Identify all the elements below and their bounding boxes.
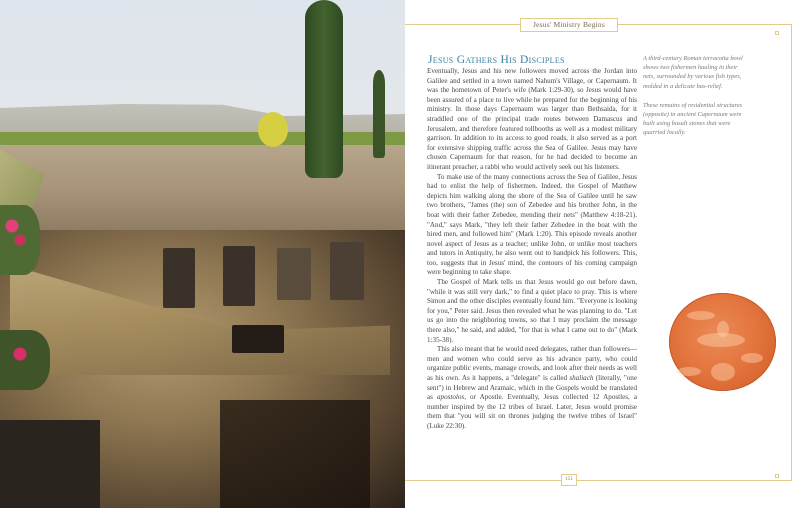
frame-rule-bottom — [405, 480, 778, 481]
ruins-background — [0, 145, 405, 235]
paragraph: The Gospel of Mark tells us that Jesus would go out before dawn, "while it was still very dark," to find a quiet place to pray. This is where Simon and the other disciples eventually found him. "Everyone is looking for you," Peter said. Jesus then revealed what he was planning to do. "Let us go into the neighboring towns, so that I may proclaim the message there also," he said, and added, "for that is what I came out to do" (Mark 1:35-38). — [427, 278, 637, 344]
frame-corner-knot — [775, 31, 779, 35]
paragraph — [427, 345, 637, 431]
running-head: Jesus' Ministry Begins — [520, 18, 618, 32]
section-title: Jesus Gathers His Disciples — [428, 54, 565, 66]
basalt-pillar — [163, 248, 195, 308]
fish-relief — [741, 353, 763, 363]
basalt-block — [232, 325, 284, 353]
text-page — [405, 0, 810, 508]
cypress-tree — [305, 0, 343, 178]
fisherman-relief — [711, 363, 735, 381]
fish-relief — [687, 311, 715, 320]
captions-column — [643, 54, 751, 138]
dark-ground — [0, 420, 100, 508]
paragraph: Eventually, Jesus and his new followers moved across the Jordan into Galilee and settled in a town named Nahum's Village, or Capernaum. It was the hometown of Peter's wife (Mark 1:29-30), so Jesus would have been assured of a place to live while he prepared for the beginning of his ministry. In those days Capernaum was larger than Bethsaida, for it straddled one of the principal trade routes between Damascus and Jerusalem, and therefore featured tollbooths as well as a modest military garrison. In addition to its access to good roads, it also served as a port for extensive shipping traffic across the Sea of Galilee. Jesus may have chosen Capernaum for that reason, for he had decided to become an itinerant preacher, a rabbi who would actively seek out his listeners. — [427, 67, 637, 171]
page-number: 151 — [561, 474, 577, 486]
basalt-pillar — [277, 248, 311, 300]
fish-relief — [677, 367, 701, 376]
text-run: (literally, "one sent") in Hebrew and Aramaic, which in the Gospels would be translated as — [427, 374, 637, 402]
frame-corner-ornament — [778, 469, 792, 481]
terracotta-bowl-image — [669, 293, 776, 391]
oleander-flowers — [0, 330, 50, 390]
basalt-pillar — [330, 242, 364, 300]
hebrew-term: shaliach — [569, 374, 594, 382]
yellow-tree — [258, 112, 288, 147]
frame-corner-knot — [775, 474, 779, 478]
basalt-pillar — [223, 246, 255, 306]
paragraph: To make use of the many connections across the Sea of Galilee, Jesus had to enlist the help of fishermen. Indeed, the Gospel of Matthew depicts him walking along the shore of the Sea of Galilee until he saw two brothers, "James (the) son of Zebedee and his brother John, in the boat with their father Zebedee, mending their nets" (Matthew 4:18-21). "And," says Mark, "they left their father Zebedee in the boat with the hired men, and followed him" (Mark 1:20). This episode reveals another novel aspect of Jesus as a teacher; unlike John, or unlike most teachers and tutors in Antiquity, he also went out to handpick his followers. This, too, suggests that in Jesus' mind, the contours of his coming campaign were beginning to take shape. — [427, 172, 637, 277]
cypress-tree-small — [373, 70, 385, 158]
frame-corner-ornament — [778, 24, 792, 36]
caption-ruins: These remains of residential structures (opposite) in ancient Capernaum were built using basalt stones that were quarried locally. — [643, 101, 743, 137]
text-run: , or Apostle. Eventually, Jesus collected 12 Apostles, a number inspired by the 12 tribes of Israel. Later, Jesus would promise them that "you will sit on thrones judging the twelve tribes of Israel" (Luke 22:30). — [427, 393, 637, 430]
frame-rule-right — [791, 35, 792, 470]
shadow — [220, 400, 370, 508]
greek-term: apostolos — [436, 393, 465, 402]
caption-bowl: A third-century Roman terracotta bowl shows two fishermen hauling in their nets, surrounded by various fish types, molded in a delicate bas-relief. — [643, 55, 743, 90]
oleander-flowers — [0, 205, 40, 275]
fisherman-relief — [717, 321, 729, 337]
text-run: This also meant that he would need delegates, rather than followers—men and women who could serve as his advance party, who could organize public events, manage crowds, and look after their needs as well as his own. As it happens, a "delegate" is called — [427, 345, 637, 382]
body-text — [427, 67, 637, 432]
